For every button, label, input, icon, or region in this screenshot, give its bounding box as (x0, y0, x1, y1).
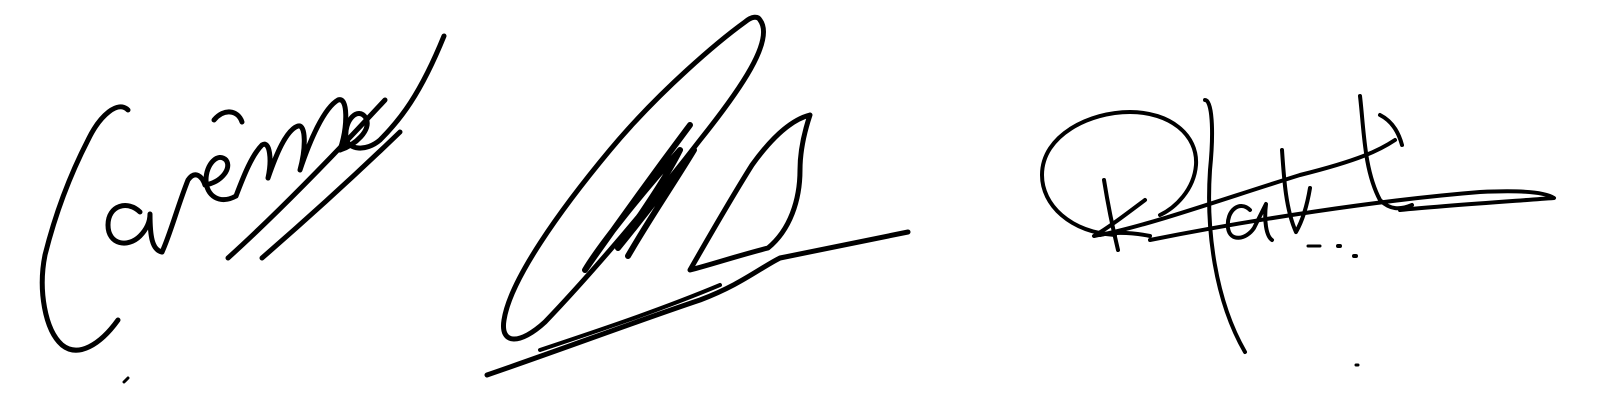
signature-3 (1042, 96, 1554, 365)
signature-2-scribble (585, 125, 694, 270)
signature-1-stroke-m (236, 100, 346, 196)
signature-1-underline-2 (262, 132, 400, 258)
signature-1-stroke-e (205, 157, 236, 199)
signature-1-stroke-r (162, 175, 205, 252)
signature-1-underline-1 (228, 100, 385, 258)
signature-2 (487, 17, 908, 375)
signature-2-leaf (690, 115, 810, 270)
signature-3-stroke-k (1104, 180, 1118, 250)
signature-1-dot (124, 378, 128, 382)
signature-3-stroke-t1 (1282, 150, 1310, 232)
signature-1-stroke-accent (214, 112, 242, 122)
signature-1-stroke-c (42, 107, 128, 350)
signature-1 (42, 36, 444, 382)
signature-1-stroke-a (108, 206, 162, 252)
signature-2-swoosh-2 (540, 285, 720, 350)
